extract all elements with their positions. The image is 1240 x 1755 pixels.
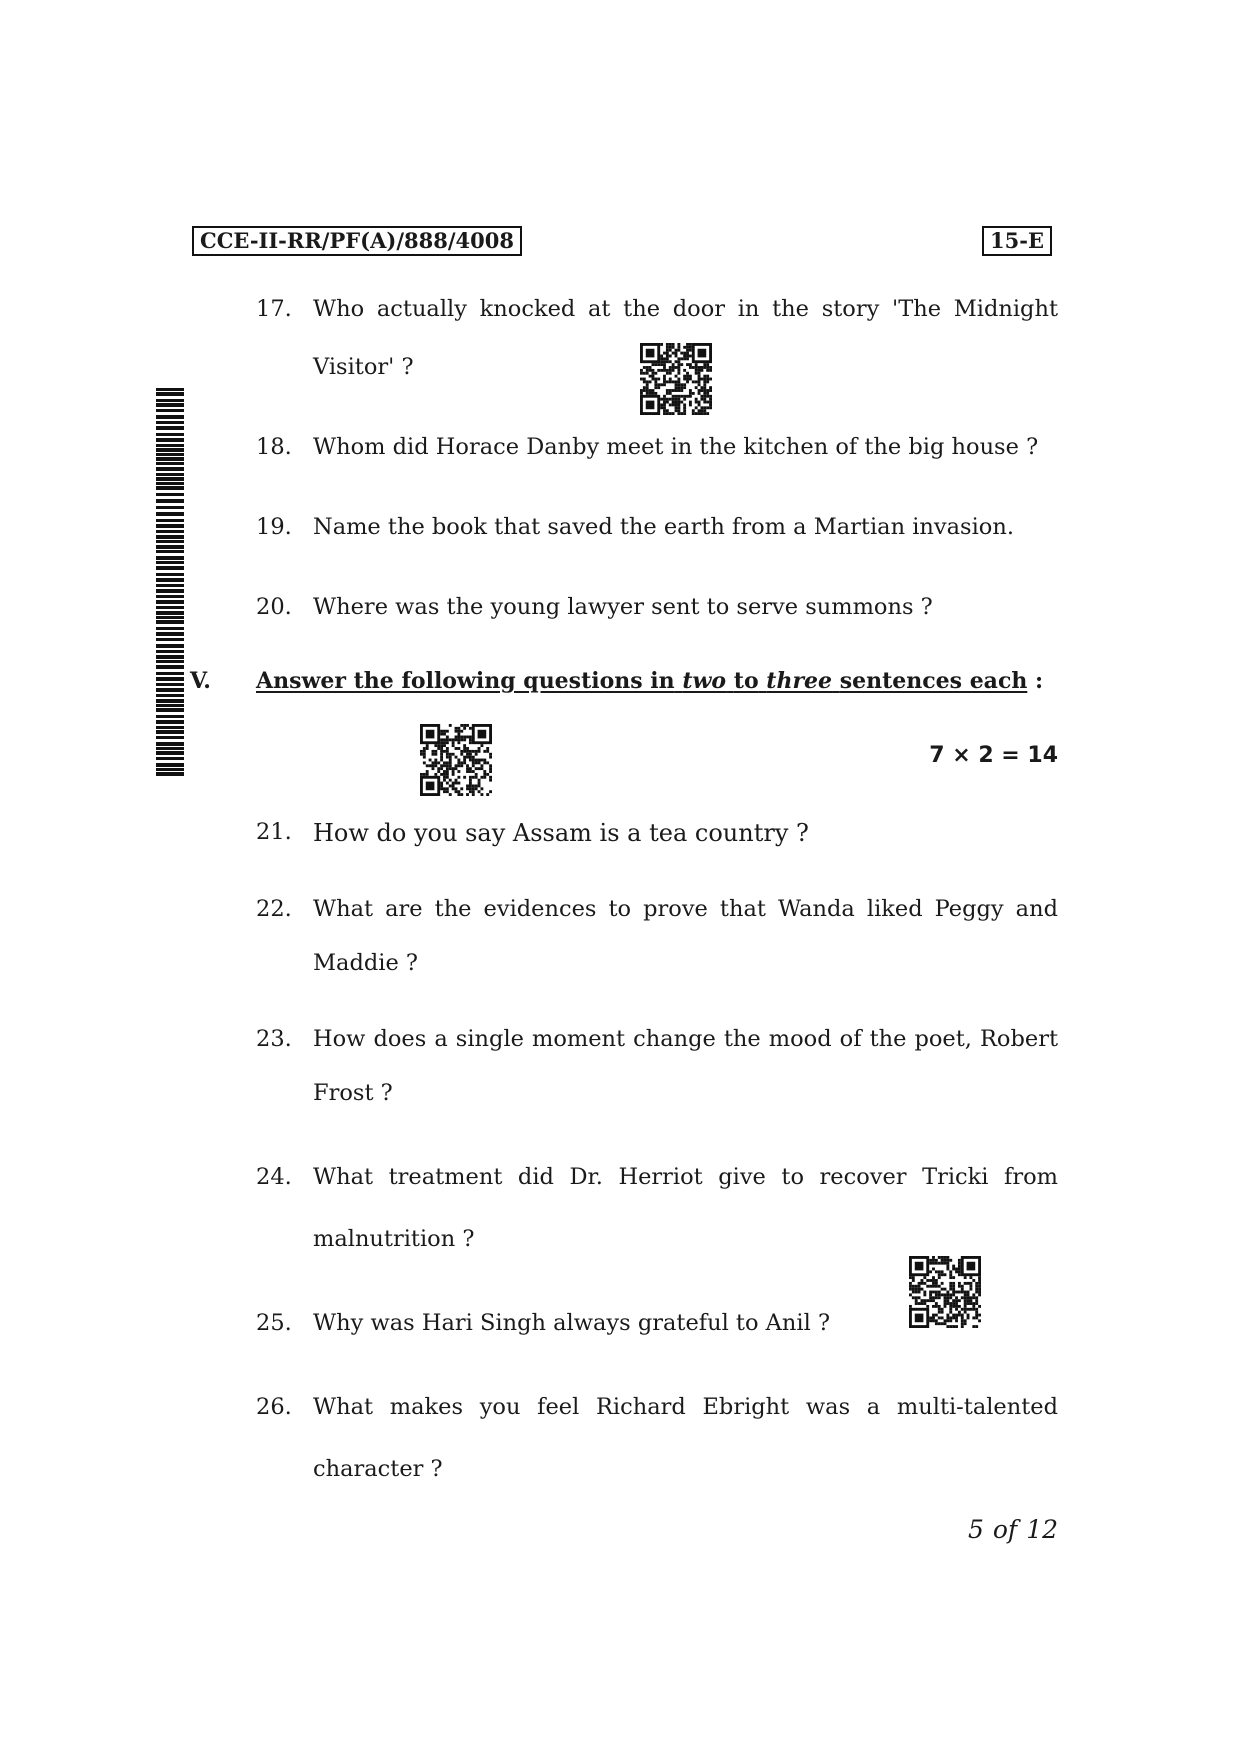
question-number: 21. (256, 819, 292, 845)
question-text-line: What makes you feel Richard Ebright was a multi-talented (313, 1394, 1058, 1420)
question-number: 20. (256, 594, 292, 620)
question-text-line: How does a single moment change the mood of the poet, Robert (313, 1026, 1058, 1052)
question-text-line: Maddie ? (313, 950, 418, 976)
paper-code: CCE-II-RR/PF(A)/888/4008 (192, 226, 522, 256)
section-marks: 7 × 2 = 14 (929, 743, 1058, 768)
question-text-line: What treatment did Dr. Herriot give to recover Tricki from (313, 1164, 1058, 1190)
question-number: 19. (256, 514, 292, 540)
question-number: 18. (256, 434, 292, 460)
question-number: 23. (256, 1026, 292, 1052)
barcode-icon (156, 388, 184, 778)
question-number: 25. (256, 1310, 292, 1336)
question-number: 24. (256, 1164, 292, 1190)
question-text-line: Where was the young lawyer sent to serve summons ? (313, 594, 933, 620)
section-number: V. (190, 668, 211, 694)
question-text-line: malnutrition ? (313, 1226, 475, 1252)
question-number: 17. (256, 296, 292, 322)
question-text-line: How do you say Assam is a tea country ? (313, 819, 809, 847)
question-text-line: Name the book that saved the earth from a Martian invasion. (313, 514, 1014, 540)
question-text-line: Why was Hari Singh always grateful to Anil ? (313, 1310, 831, 1336)
question-text-line: Frost ? (313, 1080, 393, 1106)
section-heading: Answer the following questions in two to three sentences each : (256, 668, 1044, 694)
qr-code-icon (420, 724, 492, 796)
question-text-line: Who actually knocked at the door in the story 'The Midnight (313, 296, 1058, 322)
page-code: 15-E (982, 226, 1052, 256)
question-number: 22. (256, 896, 292, 922)
question-text-line: Whom did Horace Danby meet in the kitchen of the big house ? (313, 434, 1039, 460)
question-text-line: What are the evidences to prove that Wanda liked Peggy and (313, 896, 1058, 922)
question-text-line: Visitor' ? (313, 354, 414, 380)
question-number: 26. (256, 1394, 292, 1420)
question-text-line: character ? (313, 1456, 443, 1482)
section-heading-underlined: Answer the following questions in two to three sentences each (256, 668, 1028, 694)
page-number: 5 of 12 (967, 1515, 1058, 1544)
qr-code-icon (640, 343, 712, 415)
